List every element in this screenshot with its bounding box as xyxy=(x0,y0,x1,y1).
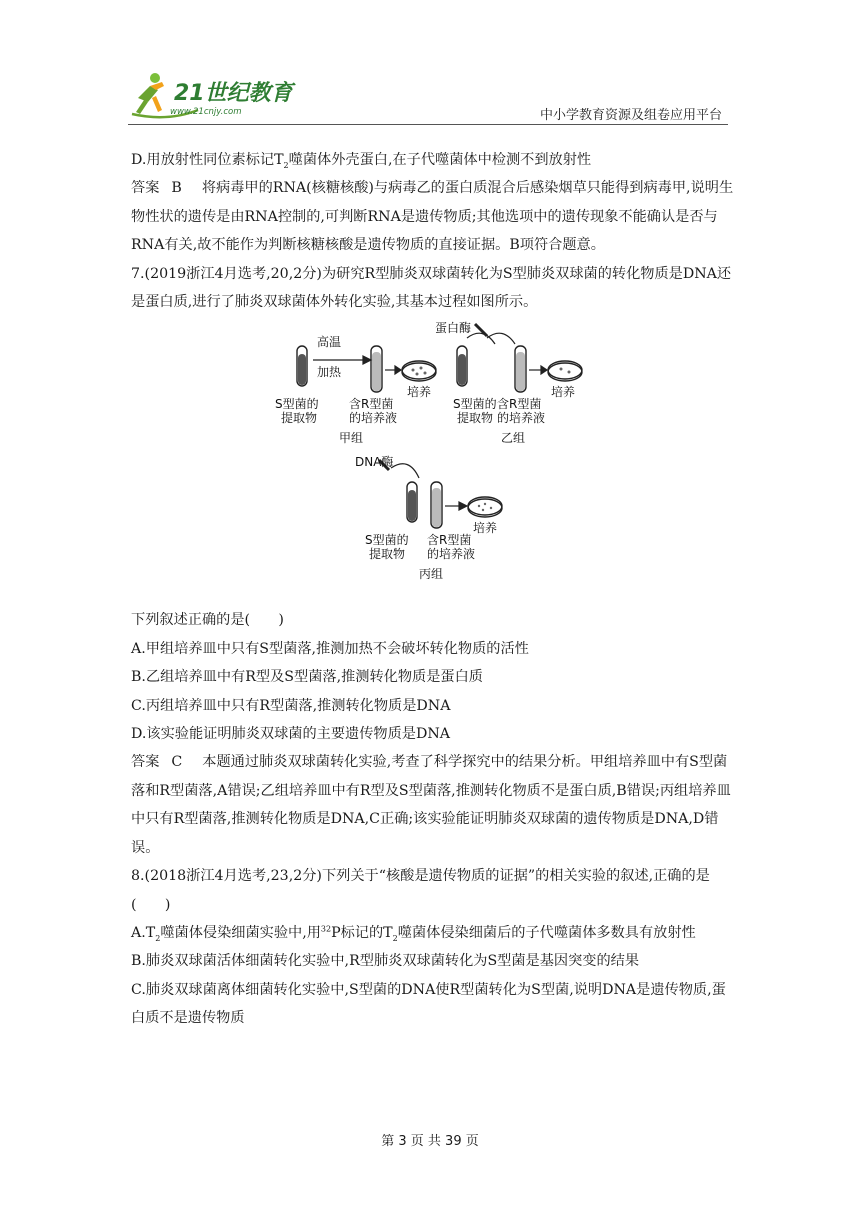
platform-name: 中小学教育资源及组卷应用平台 xyxy=(539,108,722,123)
q7-prompt: 下列叙述正确的是( ) xyxy=(131,612,284,629)
q8-option-c: C.肺炎双球菌离体细菌转化实验中,S型菌的DNA使R型菌转化为S型菌,说明DNA是遗传物质,蛋白质不是遗传物质 xyxy=(131,981,726,1027)
q7-option-d: D.该实验能证明肺炎双球菌的主要遗传物质是DNA xyxy=(131,726,450,743)
label-c-enzyme: DNA酶 xyxy=(355,455,394,470)
label-c-right2: 的培养液 xyxy=(427,547,476,562)
label-a-left1: S型菌的 xyxy=(275,397,319,412)
label-a-right1: 含R型菌 xyxy=(349,397,394,412)
petri-dish-c xyxy=(468,497,502,515)
q7-option-a: A.甲组培养皿中只有S型菌落,推测加热不会破坏转化物质的活性 xyxy=(131,640,529,657)
label-c-left2: 提取物 xyxy=(369,547,406,562)
label-b-name: 乙组 xyxy=(501,431,526,446)
petri-dish-a xyxy=(402,361,436,379)
q6-answer: 答案 B 将病毒甲的RNA(核糖核酸)与病毒乙的蛋白质混合后感染烟草只能得到病毒甲,说明生物性状的遗传是由RNA控制的,可判断RNA是遗传物质;其他选项中的遗传现象不能确认是否与RNA有关,故不能作为判断核糖核酸是遗传物质的直接证据。B项符合题意。 xyxy=(131,180,734,254)
label-a-right2: 的培养液 xyxy=(349,411,398,426)
label-a-culture: 培养 xyxy=(407,385,432,400)
q7-stem: 7.(2019浙江4月选考,20,2分)为研究R型肺炎双球菌转化为S型肺炎双球菌的转化物质是DNA还是蛋白质,进行了肺炎双球菌体外转化实验,其基本过程如图所示。 xyxy=(131,265,732,311)
page-footer: 第 3 页 共 39 页 xyxy=(381,1134,479,1149)
label-b-right2: 的培养液 xyxy=(497,411,546,426)
label-a-name: 甲组 xyxy=(339,431,364,446)
q8-option-b: B.肺炎双球菌活体细菌转化实验中,R型肺炎双球菌转化为S型菌是基因突变的结果 xyxy=(131,953,640,970)
q8-stem: 8.(2018浙江4月选考,23,2分)下列关于“核酸是遗传物质的证据”的相关实验的叙述,正确的是( ) xyxy=(131,868,710,913)
q8-option-a: $A.T_2$噬菌体侵染细菌实验中,用$^{32}$P标记的$T_2$噬菌体侵染细菌后的子代噬菌体多数具有放射性 xyxy=(131,924,696,943)
header-divider xyxy=(128,124,728,125)
label-b-enzyme: 蛋白酶 xyxy=(435,321,472,336)
page-header xyxy=(128,66,728,126)
label-b-left2: 提取物 xyxy=(457,411,494,426)
logo-url-text: www.21cnjy.com xyxy=(170,107,242,117)
label-a-left2: 提取物 xyxy=(281,411,318,426)
label-b-right1: 含R型菌 xyxy=(497,397,542,412)
label-c-left1: S型菌的 xyxy=(365,533,409,548)
petri-dish-b xyxy=(548,361,582,379)
q7-answer: 答案 C 本题通过肺炎双球菌转化实验,考查了科学探究中的结果分析。甲组培养皿中有S型菌落和R型菌落,A错误;乙组培养皿中有R型及S型菌落,推测转化物质不是蛋白质,B错误;丙组培养皿中只有R型菌落,推测转化物质是DNA,C正确;该实验能证明肺炎双球菌的遗传物质是DNA,D错误。 xyxy=(131,754,731,856)
page-content xyxy=(131,146,735,1033)
logo-main-text: 21世纪教育 xyxy=(174,81,293,106)
q6-option-d: D.用放射性同位素标记$T_2$噬菌体外壳蛋白,在子代噬菌体中检测不到放射性 xyxy=(131,152,592,170)
experiment-figure xyxy=(131,318,735,600)
q7-option-c: C.丙组培养皿中只有R型菌落,推测转化物质是DNA xyxy=(131,697,451,714)
label-c-culture: 培养 xyxy=(473,521,498,536)
label-c-name: 丙组 xyxy=(419,567,444,582)
label-b-left1: S型菌的 xyxy=(453,397,497,412)
site-logo xyxy=(128,70,298,120)
label-b-culture: 培养 xyxy=(551,385,576,400)
q7-option-b: B.乙组培养皿中有R型及S型菌落,推测转化物质是蛋白质 xyxy=(131,669,483,686)
label-c-right1: 含R型菌 xyxy=(427,533,472,548)
label-a-treat1: 高温 xyxy=(317,335,342,350)
label-a-treat2: 加热 xyxy=(317,365,342,380)
